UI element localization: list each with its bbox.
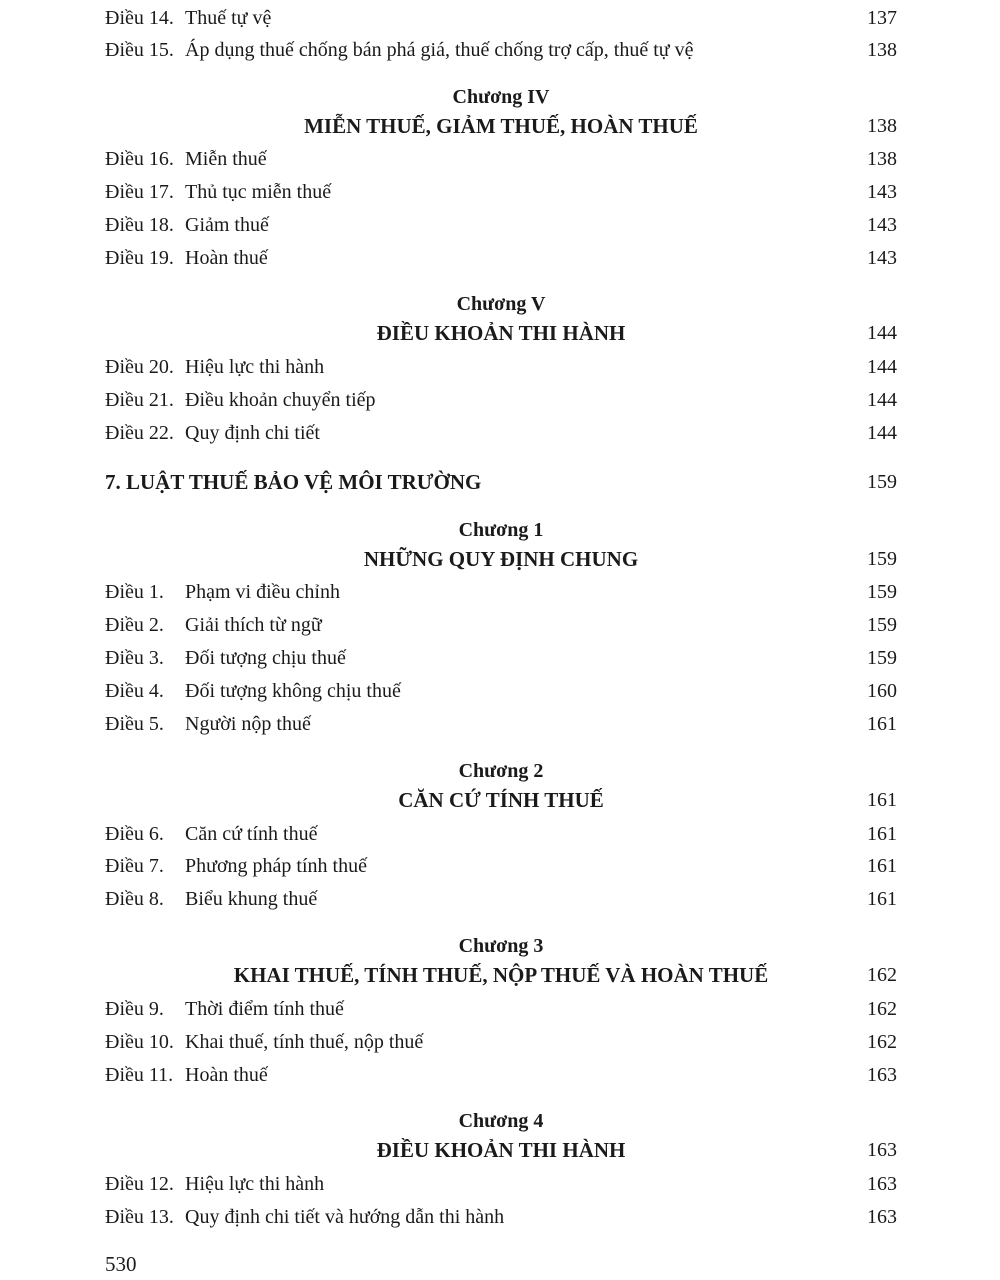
article-number: Điều 8.	[105, 888, 164, 910]
article-number: Điều 13.	[105, 1206, 174, 1228]
article-title: Khai thuế, tính thuế, nộp thuế	[185, 1031, 424, 1053]
toc-article-row	[105, 352, 897, 382]
page-reference: 159	[867, 548, 897, 570]
toc-article-row	[105, 676, 897, 706]
article-title: Đối tượng không chịu thuế	[185, 680, 401, 702]
article-number: Điều 7.	[105, 855, 164, 877]
chapter-title-row	[105, 785, 897, 815]
article-number: Điều 17.	[105, 181, 174, 203]
chapter-title-row	[105, 1135, 897, 1165]
article-number: Điều 16.	[105, 148, 174, 170]
article-title: Áp dụng thuế chống bán phá giá, thuế chống trợ cấp, thuế tự vệ	[185, 39, 694, 61]
chapter-heading: Chương 2	[458, 760, 544, 782]
article-title: Căn cứ tính thuế	[185, 823, 318, 845]
article-number: Điều 1.	[105, 581, 164, 603]
article-title: Hoàn thuế	[185, 1064, 268, 1086]
chapter-heading: Chương IV	[452, 86, 550, 108]
article-title: Phạm vi điều chỉnh	[185, 581, 340, 603]
article-number: Điều 5.	[105, 713, 164, 735]
chapter-heading: Chương 1	[458, 519, 544, 541]
toc-article-row	[105, 3, 897, 33]
page-reference: 159	[867, 614, 897, 636]
chapter-title: MIỄN THUẾ, GIẢM THUẾ, HOÀN THUẾ	[304, 114, 698, 138]
page-reference: 159	[867, 471, 897, 493]
article-number: Điều 4.	[105, 680, 164, 702]
toc-article-row	[105, 1027, 897, 1057]
page-reference: 161	[867, 823, 897, 845]
law-title: 7. LUẬT THUẾ BẢO VỆ MÔI TRƯỜNG	[105, 470, 482, 494]
article-title: Hoàn thuế	[185, 247, 268, 269]
toc-article-row	[105, 610, 897, 640]
chapter-title-row	[105, 318, 897, 348]
chapter-heading: Chương 4	[458, 1110, 544, 1132]
chapter-heading: Chương V	[456, 293, 546, 315]
article-title: Người nộp thuế	[185, 713, 311, 735]
page-reference: 163	[867, 1206, 897, 1228]
toc-article-row	[105, 1202, 897, 1232]
article-title: Giải thích từ ngữ	[185, 614, 322, 636]
page-reference: 163	[867, 1173, 897, 1195]
article-number: Điều 15.	[105, 39, 174, 61]
page-reference: 159	[867, 647, 897, 669]
article-title: Miễn thuế	[185, 148, 267, 170]
toc-article-row	[105, 819, 897, 849]
page-reference: 144	[867, 389, 897, 411]
toc-article-row	[105, 643, 897, 673]
page-reference: 143	[867, 214, 897, 236]
chapter-heading: Chương 3	[458, 935, 544, 957]
article-title: Quy định chi tiết	[185, 422, 320, 444]
page-reference: 161	[867, 713, 897, 735]
page-reference: 163	[867, 1139, 897, 1161]
article-title: Phương pháp tính thuế	[185, 855, 367, 877]
article-number: Điều 2.	[105, 614, 164, 636]
toc-article-row	[105, 144, 897, 174]
page-reference: 159	[867, 581, 897, 603]
article-title: Biểu khung thuế	[185, 888, 318, 910]
page-reference: 144	[867, 322, 897, 344]
chapter-title: KHAI THUẾ, TÍNH THUẾ, NỘP THUẾ VÀ HOÀN THUẾ	[233, 963, 769, 987]
chapter-title: NHỮNG QUY ĐỊNH CHUNG	[363, 547, 639, 571]
article-number: Điều 6.	[105, 823, 164, 845]
page-reference: 161	[867, 855, 897, 877]
chapter-title-row	[105, 960, 897, 990]
article-number: Điều 11.	[105, 1064, 174, 1086]
article-number: Điều 18.	[105, 214, 174, 236]
law-heading-row	[105, 467, 897, 497]
toc-article-row	[105, 994, 897, 1024]
article-title: Điều khoản chuyển tiếp	[185, 389, 376, 411]
toc-article-row	[105, 418, 897, 448]
article-number: Điều 22.	[105, 422, 174, 444]
article-number: Điều 10.	[105, 1031, 174, 1053]
chapter-title: CĂN CỨ TÍNH THUẾ	[398, 788, 604, 812]
page-reference: 137	[867, 7, 897, 29]
toc-article-row	[105, 210, 897, 240]
toc-article-row	[105, 851, 897, 881]
toc-article-row	[105, 35, 897, 65]
page-reference: 161	[867, 888, 897, 910]
article-title: Thuế tự vệ	[185, 7, 272, 29]
chapter-title: ĐIỀU KHOẢN THI HÀNH	[376, 1138, 626, 1162]
page-reference: 163	[867, 1064, 897, 1086]
article-title: Giảm thuế	[185, 214, 269, 236]
page-reference: 138	[867, 39, 897, 61]
page-reference: 144	[867, 356, 897, 378]
page-reference: 143	[867, 181, 897, 203]
article-title: Hiệu lực thi hành	[185, 356, 325, 378]
page-reference: 138	[867, 148, 897, 170]
page-reference: 143	[867, 247, 897, 269]
toc-article-row	[105, 884, 897, 914]
article-number: Điều 21.	[105, 389, 174, 411]
page-reference: 162	[867, 998, 897, 1020]
article-number: Điều 12.	[105, 1173, 174, 1195]
toc-article-row	[105, 1060, 897, 1090]
toc-article-row	[105, 577, 897, 607]
article-title: Thủ tục miễn thuế	[185, 181, 332, 203]
chapter-title-row	[105, 544, 897, 574]
article-title: Thời điểm tính thuế	[185, 998, 344, 1020]
article-number: Điều 19.	[105, 247, 174, 269]
toc-article-row	[105, 709, 897, 739]
page-reference: 161	[867, 789, 897, 811]
page-reference: 160	[867, 680, 897, 702]
toc-article-row	[105, 385, 897, 415]
page-number: 530	[105, 1252, 137, 1276]
toc-article-row	[105, 177, 897, 207]
page-reference: 162	[867, 1031, 897, 1053]
page-reference: 162	[867, 964, 897, 986]
article-title: Đối tượng chịu thuế	[185, 647, 346, 669]
article-title: Hiệu lực thi hành	[185, 1173, 325, 1195]
page-reference: 144	[867, 422, 897, 444]
chapter-title-row	[105, 111, 897, 141]
article-number: Điều 9.	[105, 998, 164, 1020]
article-title: Quy định chi tiết và hướng dẫn thi hành	[185, 1206, 505, 1228]
article-number: Điều 14.	[105, 7, 174, 29]
chapter-title: ĐIỀU KHOẢN THI HÀNH	[376, 321, 626, 345]
article-number: Điều 3.	[105, 647, 164, 669]
toc-article-row	[105, 243, 897, 273]
toc-article-row	[105, 1169, 897, 1199]
page-reference: 138	[867, 115, 897, 137]
article-number: Điều 20.	[105, 356, 174, 378]
